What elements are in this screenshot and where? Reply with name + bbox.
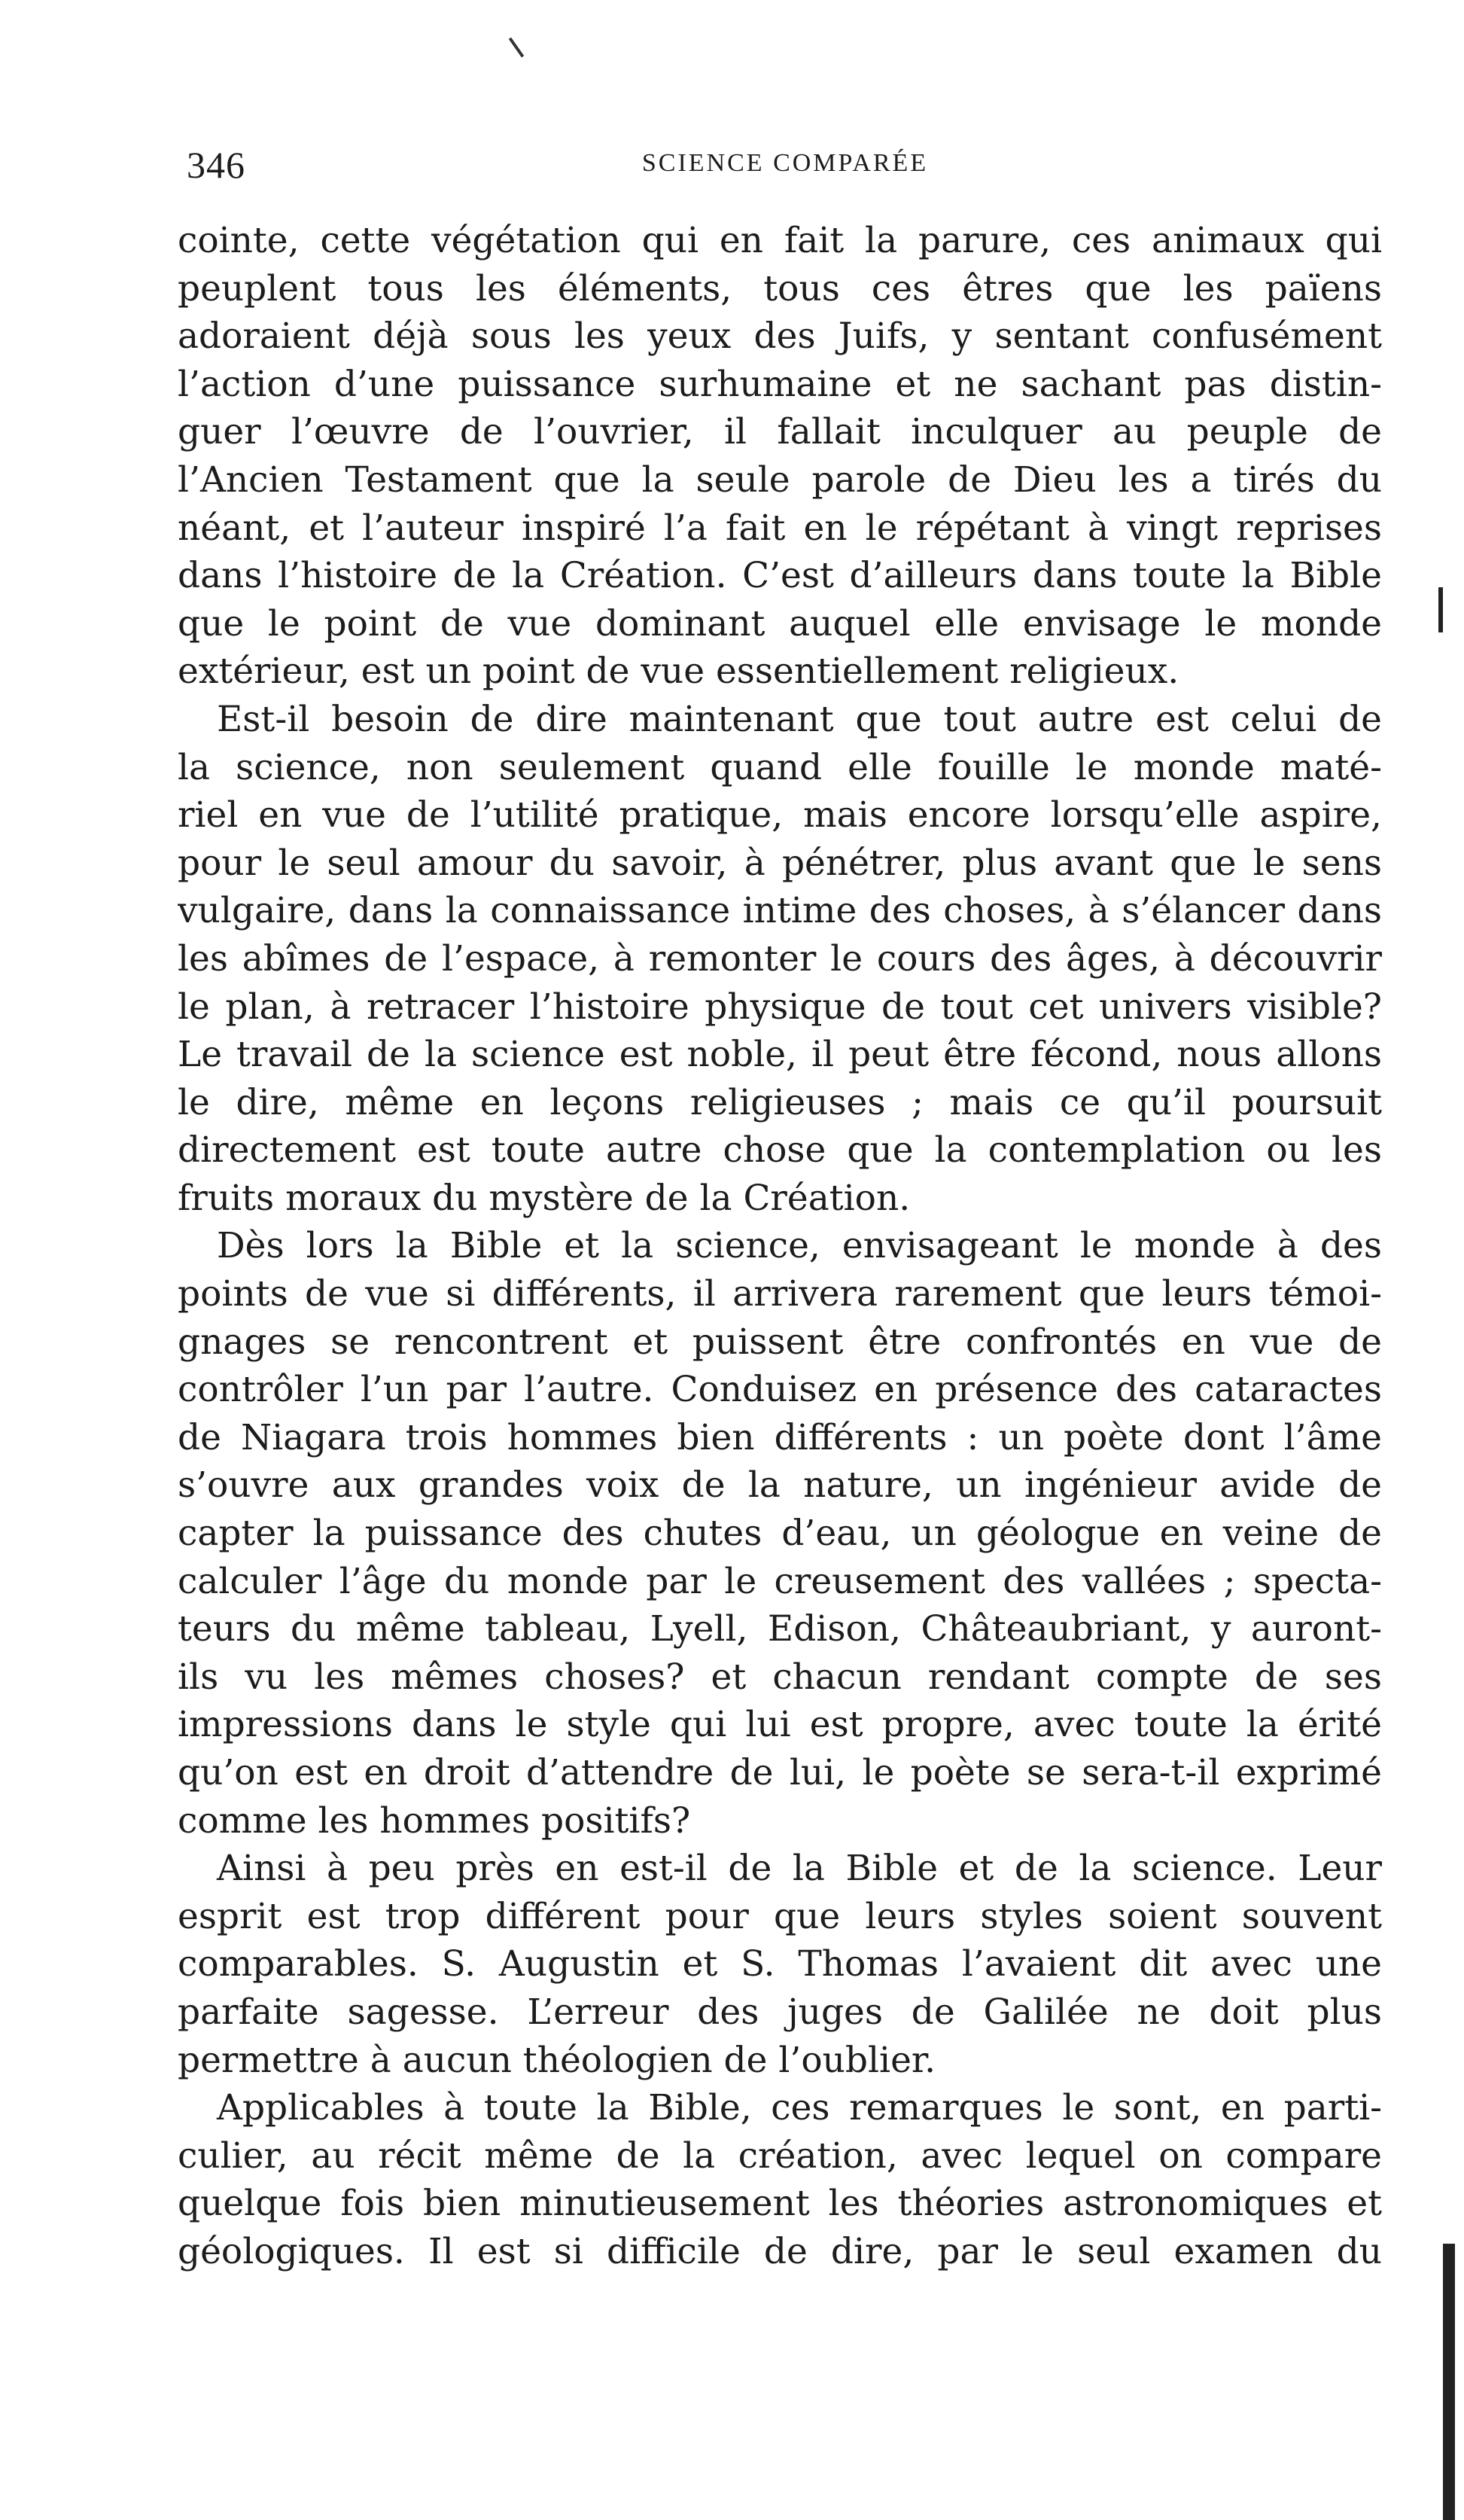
text-line: comparables. S. Augustin et S. Thomas l’avaient dit avec une	[178, 1943, 1382, 1985]
text-line: riel en vue de l’utilité pratique, mais encore lorsqu’elle aspire,	[178, 794, 1382, 836]
text-line: quelque fois bien minutieusement les théories astronomiques et	[178, 2183, 1382, 2225]
text-line: s’ouvre aux grandes voix de la nature, un ingénieur avide de	[178, 1464, 1382, 1507]
text-line: le dire, même en leçons religieuses ; mais ce qu’il poursuit	[178, 1081, 1382, 1123]
text-line: fruits moraux du mystère de la Création.	[178, 1177, 911, 1219]
text-line: la science, non seulement quand elle fouille le monde maté-	[178, 746, 1382, 788]
text-line: néant, et l’auteur inspiré l’a fait en le répétant à vingt reprises	[178, 507, 1382, 549]
scan-edge-mark	[1443, 2244, 1455, 2520]
ink-mark	[509, 38, 524, 58]
paragraph-first-line: Ainsi à peu près en est-il de la Bible et de la science. Leur	[217, 1848, 1382, 1890]
text-line: impressions dans le style qui lui est propre, avec toute la érité	[178, 1704, 1382, 1746]
text-line: pour le seul amour du savoir, à pénétrer, plus avant que le sens	[178, 842, 1382, 884]
text-line: Le travail de la science est noble, il peut être fécond, nous allons	[178, 1034, 1382, 1076]
text-line: ils vu les mêmes choses? et chacun rendant compte de ses	[178, 1656, 1382, 1698]
text-line: les abîmes de l’espace, à remonter le cours des âges, à découvrir	[178, 937, 1382, 980]
text-line: cointe, cette végétation qui en fait la parure, ces animaux qui	[178, 220, 1382, 261]
text-line: capter la puissance des chutes d’eau, un géologue en veine de	[178, 1513, 1382, 1555]
text-line: géologiques. Il est si difficile de dire, par le seul examen du	[178, 2230, 1382, 2272]
text-line: guer l’œuvre de l’ouvrier, il fallait inculquer au peuple de	[178, 411, 1382, 453]
text-line: dans l’histoire de la Création. C’est d’ailleurs dans toute la Bible	[178, 555, 1382, 597]
text-line: esprit est trop différent pour que leurs styles soient souvent	[178, 1895, 1382, 1937]
text-line: comme les hommes positifs?	[178, 1799, 691, 1842]
page-header	[187, 143, 1383, 196]
text-line: qu’on est en droit d’attendre de lui, le poète se sera-t-il exprimé	[178, 1752, 1382, 1793]
text-line: permettre à aucun théologien de l’oublier.	[178, 2039, 936, 2081]
text-line: gnages se rencontrent et puissent être confrontés en vue de	[178, 1321, 1382, 1363]
running-head: SCIENCE COMPARÉE	[641, 149, 929, 177]
text-line: l’Ancien Testament que la seule parole de Dieu les a tirés du	[178, 459, 1382, 501]
text-line: culier, au récit même de la création, avec lequel on compare	[178, 2135, 1382, 2177]
body-text	[178, 217, 1382, 2276]
text-line: adoraient déjà sous les yeux des Juifs, y sentant confusément	[178, 315, 1382, 358]
paragraph-first-line: Applicables à toute la Bible, ces remarques le sont, en parti-	[217, 2087, 1382, 2129]
text-line: de Niagara trois hommes bien différents : un poète dont l’âme	[178, 1416, 1382, 1458]
text-line: directement est toute autre chose que la contemplation ou les	[178, 1129, 1382, 1172]
text-line: l’action d’une puissance surhumaine et ne sachant pas distin-	[178, 363, 1382, 405]
text-line: peuplent tous les éléments, tous ces êtres que les païens	[178, 267, 1382, 309]
text-line: que le point de vue dominant auquel elle envisage le monde	[178, 602, 1382, 644]
paragraph-first-line: Est-il besoin de dire maintenant que tout autre est celui de	[217, 698, 1382, 740]
paragraph-first-line: Dès lors la Bible et la science, envisageant le monde à des	[217, 1225, 1382, 1267]
page-number: 346	[187, 144, 245, 186]
scan-edge-mark	[1438, 587, 1443, 632]
text-line: extérieur, est un point de vue essentiellement religieux.	[178, 651, 1179, 693]
text-line: le plan, à retracer l’histoire physique de tout cet univers visible?	[178, 986, 1382, 1028]
text-line: vulgaire, dans la connaissance intime des choses, à s’élancer dans	[178, 890, 1382, 932]
text-line: points de vue si différents, il arrivera rarement que leurs témoi-	[178, 1273, 1382, 1315]
text-line: calculer l’âge du monde par le creusement des vallées ; specta-	[178, 1560, 1382, 1602]
text-line: teurs du même tableau, Lyell, Edison, Châteaubriant, y auront-	[178, 1608, 1382, 1650]
text-line: contrôler l’un par l’autre. Conduisez en présence des cataractes	[178, 1369, 1382, 1411]
text-line: parfaite sagesse. L’erreur des juges de Galilée ne doit plus	[178, 1991, 1382, 2033]
